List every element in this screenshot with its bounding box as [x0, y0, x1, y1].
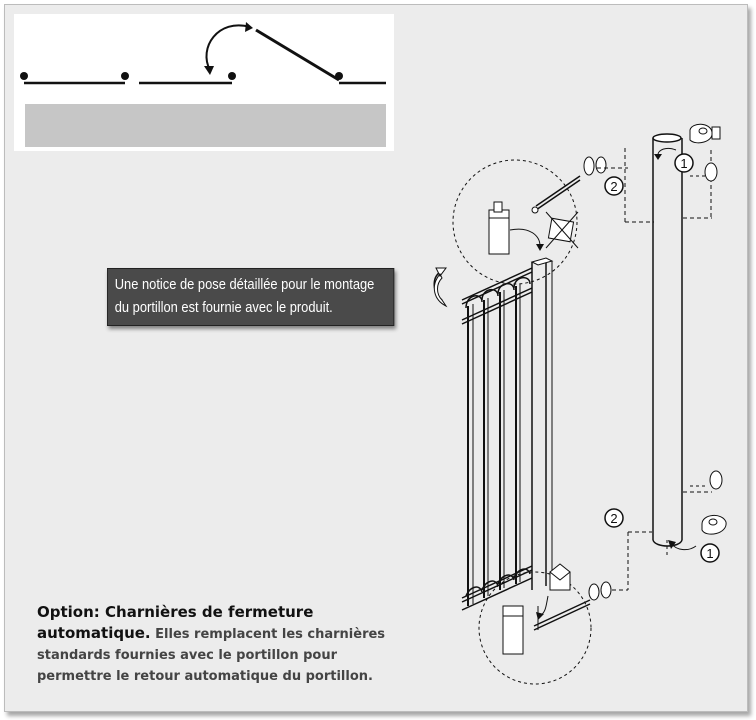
callout-2-bottom — [605, 509, 623, 527]
option-line-3: permettre le retour automatique du portillon. — [37, 669, 373, 684]
option-title: Option: Charnières de fermeture — [37, 603, 314, 621]
option-line-1-rest: Elles remplacent les charnières — [150, 627, 386, 642]
hinge-parts-bottom — [589, 471, 726, 600]
callout-1-bottom-label: 1 — [706, 546, 714, 561]
detail-circle-bottom — [479, 572, 591, 684]
gate-panel — [462, 258, 552, 610]
callout-1-top-label: 1 — [680, 156, 688, 171]
option-line-1 — [37, 623, 397, 645]
gate-post — [653, 134, 682, 556]
notice-line-1: Une notice de pose détaillée pour le montage — [114, 276, 375, 293]
callout-1-top — [675, 154, 693, 172]
option-title-part2: automatique. — [37, 624, 151, 642]
notice-line-2: du portillon est fournie avec le produit. — [114, 299, 333, 316]
callout-2-bottom-label: 2 — [610, 511, 618, 526]
callout-2-top-label: 2 — [610, 179, 618, 194]
hinge-block-top — [489, 176, 580, 254]
callout-1-bottom — [701, 544, 719, 562]
hinge-parts-top — [584, 124, 720, 222]
option-description — [37, 602, 397, 687]
option-line-2: standards fournies avec le portillon pour — [37, 648, 338, 663]
callout-2-top — [605, 177, 623, 195]
installation-notice — [107, 268, 394, 326]
